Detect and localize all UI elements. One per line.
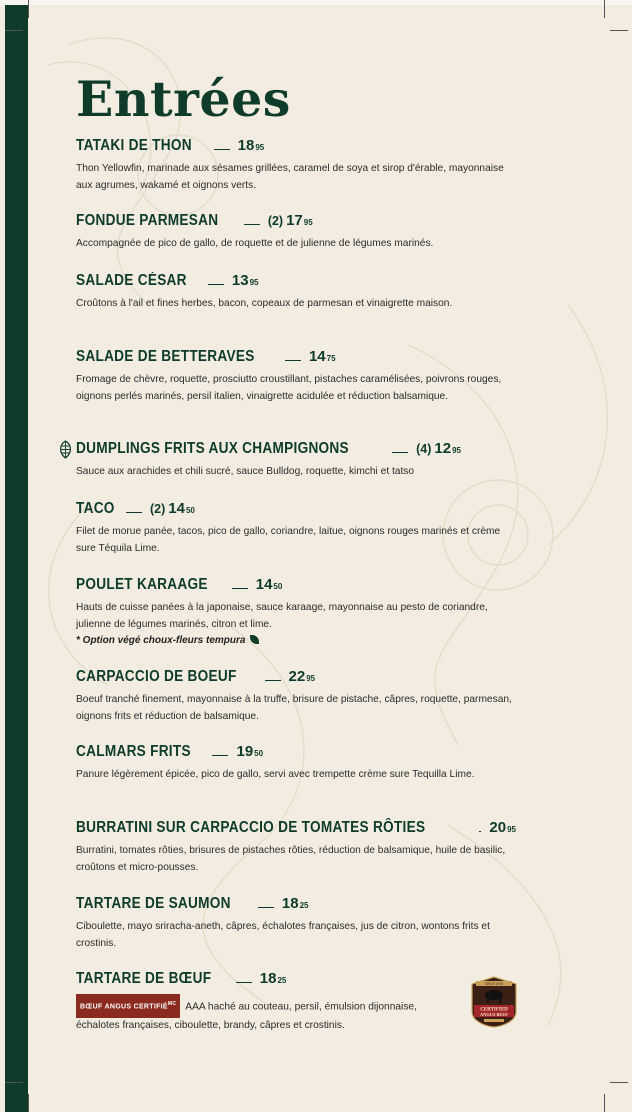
- item-price-cents: 75: [326, 354, 336, 363]
- item-price-cents: 95: [255, 143, 265, 152]
- item-description: [76, 994, 461, 1034]
- separator-dash: [285, 360, 301, 361]
- item-price: 14: [308, 348, 326, 365]
- crop-mark: [610, 30, 628, 31]
- item-quantity: (4): [416, 442, 432, 456]
- certified-angus-badge: [76, 994, 180, 1018]
- item-price: 18: [259, 970, 277, 987]
- menu-item: [76, 272, 516, 313]
- certified-angus-beef-logo: [469, 976, 519, 1028]
- item-header: [76, 895, 516, 913]
- item-header: [76, 440, 516, 458]
- item-price: 18: [281, 895, 299, 912]
- item-name: TACO: [76, 500, 115, 517]
- item-header: [76, 819, 516, 837]
- separator-dash: [212, 755, 228, 756]
- separator-dash: [265, 680, 281, 681]
- item-header: [76, 348, 516, 366]
- item-header: [76, 668, 516, 686]
- page-top-border: [0, 0, 632, 5]
- item-quantity: (2): [149, 502, 166, 516]
- crop-mark: [5, 1082, 23, 1083]
- item-name: SALADE CÉSAR: [76, 272, 187, 289]
- item-header: [76, 272, 516, 290]
- item-price-cents: 95: [249, 278, 259, 287]
- logo-line2: ANGUS BEEF: [480, 1012, 508, 1017]
- crop-mark: [610, 1082, 628, 1083]
- item-price-cents: 95: [507, 825, 516, 834]
- item-price-cents: 50: [185, 506, 195, 515]
- item-name: POULET KARAAGE: [76, 576, 208, 593]
- item-price: 14: [255, 576, 273, 593]
- item-price: 14: [168, 500, 185, 517]
- menu-item: [76, 500, 516, 557]
- item-header: [76, 576, 516, 594]
- item-price: 12: [434, 440, 452, 457]
- item-price: 22: [288, 668, 306, 685]
- separator-dash: [126, 512, 142, 513]
- item-name: CALMARS FRITS: [76, 743, 191, 760]
- item-price-cents: 25: [277, 976, 287, 985]
- item-description: [76, 600, 516, 650]
- page-title: Entrées: [76, 70, 291, 128]
- badge-sup: MC: [167, 1001, 177, 1007]
- item-price: 17: [286, 212, 303, 229]
- item-description: Sauce aux arachides et chili sucré, sauce Bulldog, roquette, kimchi et tatso: [76, 466, 415, 477]
- menu-item: [76, 743, 516, 784]
- item-header: [76, 970, 461, 988]
- item-description: Croûtons à l'ail et fines herbes, bacon, copeaux de parmesan et vinaigrette maison.: [76, 298, 453, 309]
- separator-dash: [479, 831, 481, 832]
- vegetarian-option-note: * Option végé choux-fleurs tempura: [76, 635, 246, 646]
- item-name: SALADE DE BETTERAVES: [76, 348, 255, 365]
- menu-item: [76, 970, 461, 1034]
- separator-dash: [208, 284, 224, 285]
- item-description: Accompagnée de pico de gallo, de roquette et de julienne de légumes marinés.: [76, 238, 434, 249]
- item-description: Fromage de chèvre, roquette, prosciutto croustillant, pistaches caramélisées, poivrons rouges, oignons perlés marinés, persil italien, vinaigrette acidulée et réduction balsamique.: [76, 374, 502, 402]
- item-quantity: (2): [267, 214, 284, 228]
- crop-mark: [28, 0, 29, 18]
- item-description: Boeuf tranché finement, mayonnaise à la truffe, brisure de pistache, câpres, roquette, parmesan, oignons frits et réduction de balsamique.: [76, 694, 512, 722]
- item-header: [76, 500, 516, 518]
- item-description-text: Hauts de cuisse panées à la japonaise, sauce karaage, mayonnaise au pesto de coriandre, julienne de légumes marinés, citron et lime.: [76, 602, 488, 630]
- menu-item: [76, 576, 516, 650]
- menu-item: [76, 668, 516, 725]
- crop-mark: [5, 30, 23, 31]
- item-price: 13: [231, 272, 249, 289]
- item-name: FONDUE PARMESAN: [76, 212, 219, 229]
- menu-item: [76, 348, 516, 405]
- item-description-text: AAA haché au couteau, persil, émulsion dijonnaise, échalotes françaises, ciboulette, brandy, câpres et crostinis.: [76, 1001, 417, 1031]
- item-price: 19: [236, 743, 254, 760]
- separator-dash: [214, 149, 230, 150]
- logo-line1: CERTIFIED: [480, 1007, 508, 1013]
- item-price: 20: [489, 819, 507, 836]
- item-price-cents: 50: [254, 749, 264, 758]
- menu-item: [76, 895, 516, 952]
- item-description: Burratini, tomates rôties, brisures de pistaches rôties, réduction de balsamique, huile de basilic, croûtons et micro-pousses.: [76, 845, 506, 873]
- item-name: TARTARE DE BŒUF: [76, 970, 212, 987]
- item-price-cents: 95: [303, 218, 313, 227]
- item-description: Filet de morue panée, tacos, pico de gallo, coriandre, laitue, oignons rouges marinés et crème sure Téquila Lime.: [76, 526, 501, 554]
- item-price-cents: 95: [306, 674, 316, 683]
- item-name: BURRATINI SUR CARPACCIO DE TOMATES RÔTIES: [76, 819, 426, 836]
- item-description: Panure légèrement épicée, pico de gallo, servi avec trempette crème sure Tequilla Lime.: [76, 769, 475, 780]
- logo-top-text: SINCE 1978: [485, 982, 503, 986]
- crop-mark: [604, 1094, 605, 1112]
- item-name: DUMPLINGS FRITS AUX CHAMPIGNONS: [76, 440, 349, 457]
- item-price-cents: 95: [452, 446, 461, 455]
- item-price-cents: 50: [273, 582, 283, 591]
- leaf-icon: [250, 635, 259, 644]
- item-name: TARTARE DE SAUMON: [76, 895, 231, 912]
- left-green-bar: [5, 5, 28, 1112]
- item-header: [76, 743, 516, 761]
- item-header: [76, 137, 516, 155]
- menu-item: [76, 440, 516, 481]
- menu-item: [76, 819, 516, 876]
- menu-item: [76, 212, 516, 253]
- item-header: [76, 212, 516, 230]
- item-name: CARPACCIO DE BOEUF: [76, 668, 237, 685]
- crop-mark: [28, 1094, 29, 1112]
- item-name: TATAKI DE THON: [76, 137, 192, 154]
- item-description: Thon Yellowfin, marinade aux sésames grillées, caramel de soya et sirop d'érable, mayonnaise aux agrumes, wakamé et oignons verts.: [76, 163, 504, 191]
- separator-dash: [236, 982, 252, 983]
- separator-dash: [244, 224, 260, 225]
- item-price-cents: 25: [299, 901, 309, 910]
- item-price: 18: [237, 137, 255, 154]
- item-description: Ciboulette, mayo sriracha-aneth, câpres, échalotes françaises, jus de citron, wontons frits et crostinis.: [76, 921, 490, 949]
- separator-dash: [392, 452, 408, 453]
- vegetarian-leaf-icon: [58, 440, 73, 459]
- separator-dash: [258, 907, 274, 908]
- badge-text: BŒUF ANGUS CERTIFIÉ: [80, 1003, 168, 1011]
- crop-mark: [604, 0, 605, 18]
- menu-item: [76, 137, 516, 194]
- separator-dash: [232, 588, 248, 589]
